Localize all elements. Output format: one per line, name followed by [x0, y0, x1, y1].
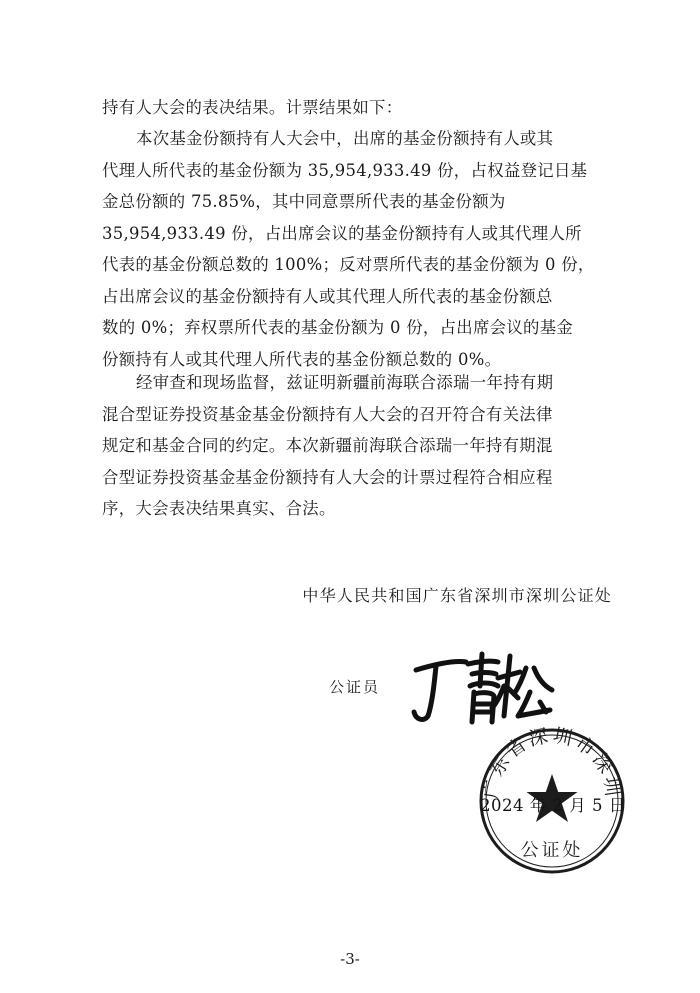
text-line: 35,954,933.49 份，占出席会议的基金份额持有人或其代理人所	[102, 223, 582, 243]
notary-office-name: 中华人民共和国广东省深圳市深圳公证处	[302, 586, 612, 605]
handwritten-signature	[406, 646, 556, 730]
text-line: 份额持有人或其代理人所代表的基金份额总数的 0%。	[102, 349, 502, 369]
text-line: 持有人大会的表决结果。计票结果如下：	[102, 98, 403, 117]
text-line: 代理人所代表的基金份额为 35,954,933.49 份，占权益登记日基	[102, 160, 588, 180]
paragraph-1	[102, 92, 622, 124]
issue-date: 2024 年 2 月 5 日	[480, 796, 626, 815]
text-line: 经审查和现场监督，兹证明新疆前海联合添瑞一年持有期	[136, 373, 554, 392]
text-line: 本次基金份额持有人大会中，出席的基金份额持有人或其	[136, 129, 554, 148]
paragraph-vote-results	[102, 123, 622, 375]
text-line: 金总份额的 75.85%，其中同意票所代表的基金份额为	[102, 192, 506, 211]
seal-ring-text: 广东省深圳市深圳	[481, 726, 623, 801]
seal-center-text: 公证处	[520, 840, 584, 860]
text-line: 规定和基金合同的约定。本次新疆前海联合添瑞一年持有期混	[102, 436, 553, 455]
paragraph-certification	[102, 367, 622, 525]
page-number: -3-	[340, 950, 360, 968]
notary-label: 公证员	[329, 678, 381, 696]
text-line: 数的 0%；弃权票所代表的基金份额为 0 份，占出席会议的基金	[102, 318, 574, 337]
text-line: 混合型证券投资基金基金份额持有人大会的召开符合有关法律	[102, 404, 553, 424]
text-line: 占出席会议的基金份额持有人或其代理人所代表的基金份额总	[102, 286, 553, 306]
text-line: 代表的基金份额总数的 100%；反对票所代表的基金份额为 0 份，	[102, 255, 595, 274]
text-line: 合型证券投资基金基金份额持有人大会的计票过程符合相应程	[102, 467, 553, 487]
text-line: 序，大会表决结果真实、合法。	[102, 499, 336, 518]
